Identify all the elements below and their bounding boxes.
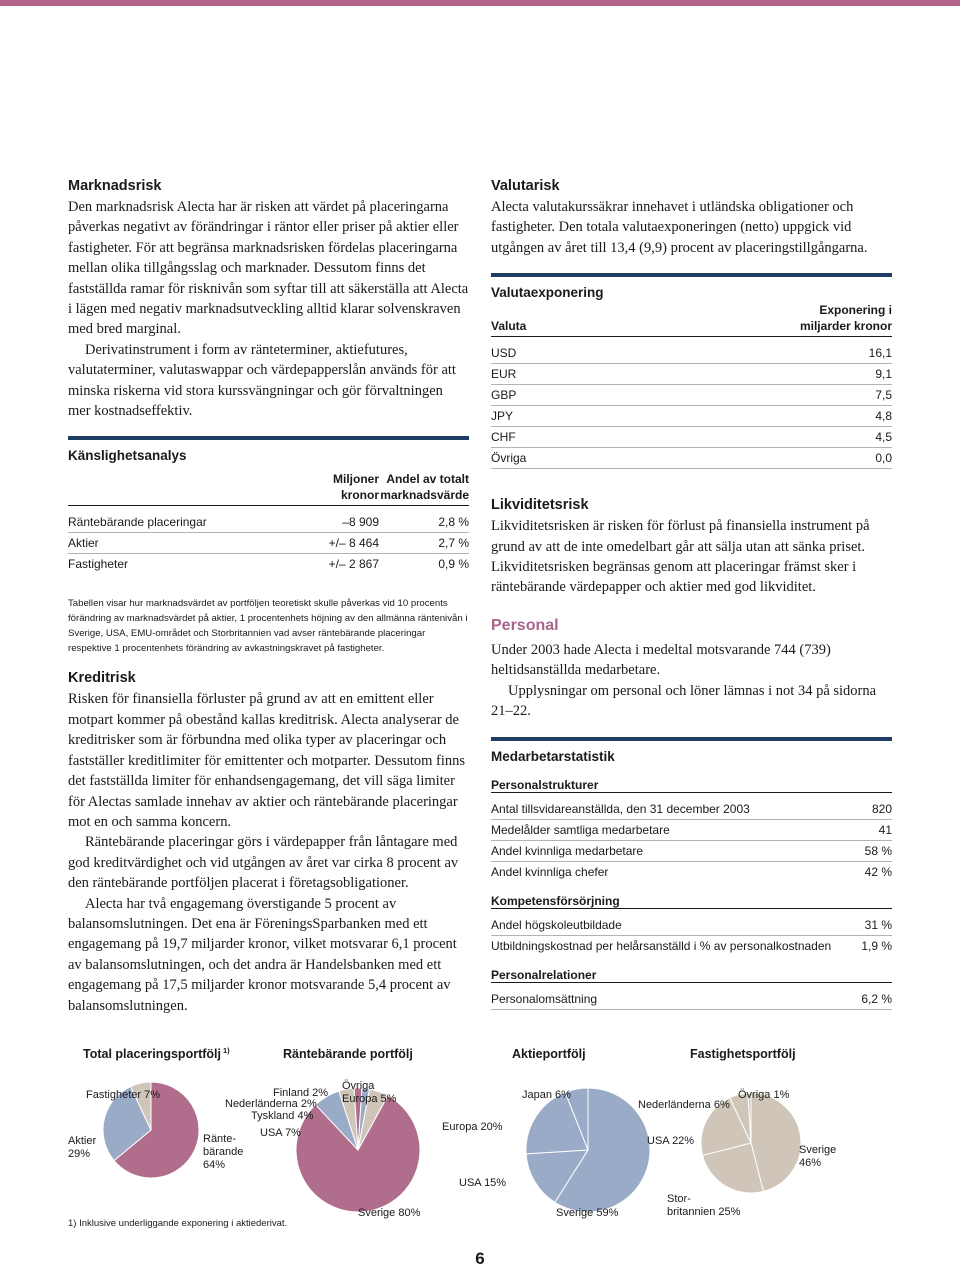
table-row: GBP 7,5 xyxy=(491,385,892,406)
pie-slice-label: Övriga xyxy=(342,1080,375,1092)
kanslighet-col-andel: Andel av totalt marknadsvärde xyxy=(379,465,469,506)
table-row: Andel kvinnliga medarbetare 58 % xyxy=(491,841,892,862)
table-row: Aktier +/– 8 464 2,7 % xyxy=(68,533,469,554)
pie-slice-label: USA 15% xyxy=(459,1177,507,1189)
pie-chart-title: Total placeringsportfölj xyxy=(83,1047,221,1061)
pie-slice-label: USA 22% xyxy=(647,1135,695,1147)
pie-slice-label: 46% xyxy=(799,1157,822,1169)
pie-slice-label: Europa 5% xyxy=(342,1093,397,1105)
table-row: Fastigheter +/– 2 867 0,9 % xyxy=(68,557,469,572)
valutarisk-heading: Valutarisk xyxy=(491,178,560,194)
pie-slice-label: Aktier xyxy=(68,1135,97,1147)
pie-slice-label: Övriga 1% xyxy=(738,1089,790,1101)
chart-footnote: 1) Inklusive underliggande exponering i aktiederivat. xyxy=(68,1218,288,1229)
top-accent-bar xyxy=(0,0,960,6)
left-column xyxy=(68,176,469,1016)
pie-chart-title: Räntebärande portfölj xyxy=(283,1047,413,1061)
kreditrisk-paragraph-1: Risken för finansiella förluster på grund av att en emittent eller motpart kommer på obestånd kallas kreditrisk. Alecta analyserar de kreditrisker som är förbundna med olika typer av placeringar och fastställer kreditlimiter för emittenter och motparter. Dessutom finns det fastställda limiter för enhandsengagemang, det vill säga limiter för Alectas samlade innehav av aktier och räntebärande placeringar mot en och samma koncern. xyxy=(68,691,466,830)
kreditrisk-paragraph-3: Alecta har två engagemang överstigande 5 procent av balansomslutningen. Det ena är FöreningsSparbanken med ett engagemang på 19,7 miljarder kronor, vilket motsvarar 6,1 procent av balansomslutningen, och det andra är Handelsbanken med ett engagemang på 17,5 miljarder kronor motsvarande 5,4 procent av balansomslutningen. xyxy=(68,895,457,1014)
pie-slice-label: USA 7% xyxy=(260,1127,301,1139)
pie-slice-label: Nederländerna 6% xyxy=(638,1099,730,1111)
personal-paragraph-1: Under 2003 hade Alecta i medeltal motsvarande 744 (739) heltidsanställda medarbetare. xyxy=(491,641,831,679)
pie-chart-title: Aktieportfölj xyxy=(512,1047,586,1061)
table-row: Medelålder samtliga medarbetare 41 xyxy=(491,820,892,841)
kanslighet-note: Tabellen visar hur marknadsvärdet av portföljen teoretiskt skulle påverkas vid 10 procents förändring av marknadsvärdet på aktier, 1 procentenhets höjning av den allmänna räntenivån i Sverige, USA, EMU-området och Storbritannien vad avser räntebärande placeringar respektive 1 procentenhets förändring av avkastningskravet på fastigheter. xyxy=(68,598,468,655)
valutaexp-heading: Valutaexponering xyxy=(491,285,604,301)
valutarisk-paragraph: Alecta valutakurssäkrar innehavet i utländska obligationer och fastigheter. Den totala valutaexponeringen (netto) uppgick vid utgången av året till 13,4 (9,9) procent av placeringstillgångarna. xyxy=(491,199,868,256)
table-row: Personalomsättning 6,2 % xyxy=(491,989,892,1010)
pie-chart-title-footnote-ref: 1) xyxy=(223,1046,230,1055)
kanslighet-header-row xyxy=(68,465,469,506)
pie-slice-label: Nederländerna 2% xyxy=(225,1098,317,1110)
pie-slice-label: Sverige xyxy=(799,1144,837,1156)
kanslighet-col-mkr: Miljoner kronor xyxy=(309,465,379,506)
pie-slice-label: 64% xyxy=(203,1159,226,1171)
right-column xyxy=(491,176,892,1010)
table-row: Övriga 0,0 xyxy=(491,448,892,469)
pie-slice-label: Sverige 59% xyxy=(556,1207,619,1219)
likviditet-heading: Likviditetsrisk xyxy=(491,497,589,514)
pie-slice-label: bärande xyxy=(203,1146,244,1158)
table-row: JPY 4,8 xyxy=(491,406,892,427)
marknadsrisk-paragraph-2: Derivatinstrument i form av ränteterminer, aktiefutures, valutaterminer, valutaswappar och värdepapperslån används för att minska riskerna vid stora kurssvängningar och gör förvaltningen mer kostnadseffektiv. xyxy=(68,341,456,420)
personal-heading: Personal xyxy=(491,616,559,634)
table-row: Andel högskoleutbildade 31 % xyxy=(491,915,892,936)
personal-paragraph-2: Upplysningar om personal och löner lämnas i not 34 på sidorna 21–22. xyxy=(491,682,877,720)
table-row: CHF 4,5 xyxy=(491,427,892,448)
valutaexp-box xyxy=(491,273,892,469)
kreditrisk-heading: Kreditrisk xyxy=(68,670,136,687)
table-row: Antal tillsvidareanställda, den 31 december 2003 820 xyxy=(491,799,892,820)
pie-chart-title: Fastighetsportfölj xyxy=(690,1047,796,1061)
pie-slice-label: Finland 2% xyxy=(273,1087,329,1099)
kanslighet-heading: Känslighetsanalys xyxy=(68,448,187,464)
pie-slice-label: Stor- xyxy=(667,1193,691,1205)
pie-slice-label: Ränte- xyxy=(203,1133,237,1145)
medarbetar-box xyxy=(491,737,892,1010)
valutaexp-col-exponering: Exponering i miljarder kronor xyxy=(602,302,892,337)
valutaexp-header-row xyxy=(491,302,892,337)
table-row: Andel kvinnliga chefer 42 % xyxy=(491,865,892,880)
kreditrisk-paragraph-2: Räntebärande placeringar görs i värdepapper från låntagare med god kreditvärdighet och vid utgången av året var cirka 8 procent av den räntebärande portföljen placerat i företagsobligationer. xyxy=(68,834,459,892)
marknadsrisk-heading: Marknadsrisk xyxy=(68,178,162,194)
marknadsrisk-paragraph-1: Den marknadsrisk Alecta har är risken att värdet på placeringarna påverkas negativt av förändringar i räntor eller priser på aktier eller fastigheter. För att begränsa marknadsrisken fördelas placeringarna mellan olika tillgångsslag och marknader. Dessutom finns det fastställda ramar för risknivån som syftar till att säkerställa att Alecta i lägen med negativ marknadsutveckling alltid klarar solvenskraven med bred marginal. xyxy=(68,199,469,338)
pie-slice-label: 29% xyxy=(68,1148,91,1160)
medarbetar-heading: Medarbetarstatistik xyxy=(491,749,615,765)
kanslighet-table xyxy=(68,465,469,574)
pie-slice-label: britannien 25% xyxy=(667,1206,741,1218)
kanslighet-box xyxy=(68,436,469,656)
pie-slice-label: Japan 6% xyxy=(522,1089,571,1101)
pie-slice-label: Sverige 80% xyxy=(358,1207,421,1219)
section-heading: Personalrelationer xyxy=(491,956,892,983)
page-number: 6 xyxy=(475,1249,485,1268)
pie-slice-label: Tyskland 4% xyxy=(251,1110,314,1122)
valutaexp-col-valuta: Valuta xyxy=(491,302,602,337)
table-row: EUR 9,1 xyxy=(491,364,892,385)
portfolio-charts xyxy=(68,1040,898,1235)
table-row: USD 16,1 xyxy=(491,343,892,364)
table-row: Utbildningskostnad per helårsanställd i % av personalkostnaden 1,9 % xyxy=(491,939,892,954)
valutaexp-table xyxy=(491,302,892,469)
table-row: Räntebärande placeringar –8 909 2,8 % xyxy=(68,512,469,533)
likviditet-paragraph: Likviditetsrisken är risken för förlust på finansiella instrument på grund av att de inte omedelbart går att sälja utan att sänka priset. Likviditetsrisken begränsas genom att placeringar främst sker i räntebärande värdepapper och aktier med god likviditet. xyxy=(491,518,870,596)
pie-slice-label: Europa 20% xyxy=(442,1121,503,1133)
section-heading: Personalstrukturer xyxy=(491,766,892,793)
section-heading: Kompetensförsörjning xyxy=(491,882,892,909)
pie-slice-label: Fastigheter 7% xyxy=(86,1089,160,1101)
medarbetar-table xyxy=(491,766,892,1010)
portfolio-charts-svg xyxy=(68,1040,898,1235)
